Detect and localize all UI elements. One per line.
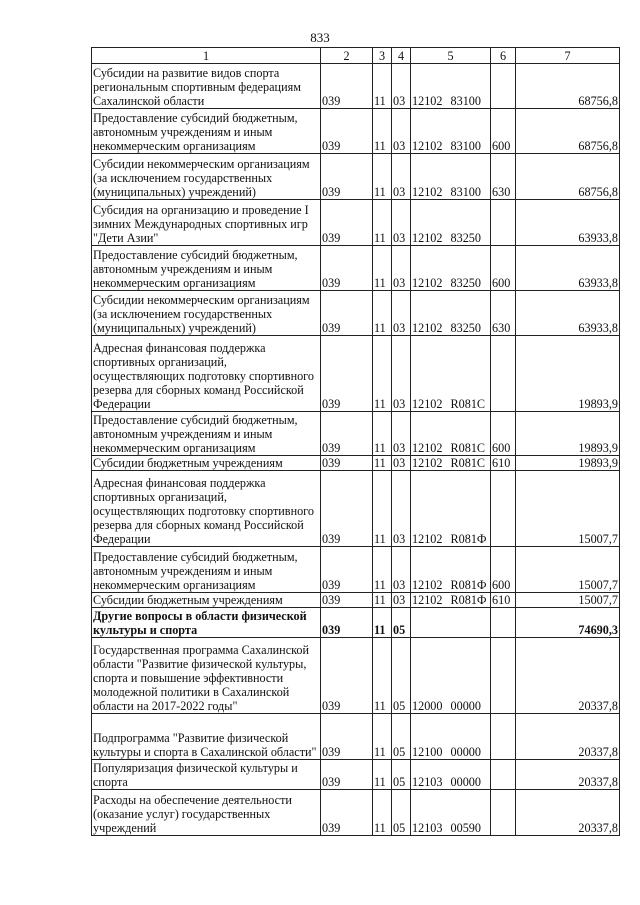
row-admin-code: 039 <box>321 714 373 760</box>
row-admin-code: 039 <box>321 291 373 336</box>
row-target-article: 12102 R081Ф <box>411 471 491 547</box>
row-expense-type <box>491 760 516 790</box>
row-expense-type <box>491 471 516 547</box>
row-subsection: 03 <box>392 246 411 291</box>
row-expense-type <box>491 790 516 836</box>
table-row <box>92 336 620 412</box>
row-section: 11 <box>373 109 392 154</box>
row-section: 11 <box>373 714 392 760</box>
table-row <box>92 200 620 246</box>
budget-table <box>91 47 620 836</box>
row-admin-code: 039 <box>321 593 373 608</box>
row-name: Предоставление субсидий бюджетным, автономным учреждениям и иным некоммерческим организациям <box>92 109 321 154</box>
row-subsection: 03 <box>392 471 411 547</box>
row-target-article: 12102 R081C <box>411 456 491 471</box>
header-col-6: 6 <box>491 48 516 64</box>
row-admin-code: 039 <box>321 760 373 790</box>
row-subsection: 03 <box>392 291 411 336</box>
row-subsection: 03 <box>392 64 411 109</box>
row-expense-type <box>491 714 516 760</box>
row-target-article: 12102 R081C <box>411 336 491 412</box>
header-col-5: 5 <box>411 48 491 64</box>
header-row <box>92 48 620 64</box>
row-target-article: 12102 83250 <box>411 246 491 291</box>
row-amount: 19893,9 <box>516 412 620 456</box>
table-row <box>92 109 620 154</box>
row-target-article: 12102 R081Ф <box>411 547 491 593</box>
row-section: 11 <box>373 200 392 246</box>
row-expense-type <box>491 608 516 638</box>
row-target-article: 12100 00000 <box>411 714 491 760</box>
row-section: 11 <box>373 336 392 412</box>
table-row <box>92 246 620 291</box>
row-admin-code: 039 <box>321 608 373 638</box>
row-admin-code: 039 <box>321 638 373 714</box>
table-row <box>92 412 620 456</box>
table-row <box>92 547 620 593</box>
row-name: Адресная финансовая поддержка спортивных организаций, осуществляющих подготовку спортивного резерва для сборных команд Российской Федерации <box>92 336 321 412</box>
row-name: Субсидия на организацию и проведение I зимних Международных спортивных игр "Дети Азии" <box>92 200 321 246</box>
row-subsection: 03 <box>392 200 411 246</box>
row-target-article: 12102 83100 <box>411 154 491 200</box>
row-name: Популяризация физической культуры и спорта <box>92 760 321 790</box>
row-amount: 63933,8 <box>516 246 620 291</box>
row-section: 11 <box>373 760 392 790</box>
table-row <box>92 714 620 760</box>
row-subsection: 03 <box>392 154 411 200</box>
row-expense-type: 600 <box>491 412 516 456</box>
row-amount: 20337,8 <box>516 638 620 714</box>
row-subsection: 05 <box>392 608 411 638</box>
table-body <box>92 64 620 836</box>
row-name: Подпрограмма "Развитие физической культуры и спорта в Сахалинской области" <box>92 714 321 760</box>
page-number: 833 <box>310 30 330 45</box>
table-row <box>92 638 620 714</box>
row-admin-code: 039 <box>321 64 373 109</box>
row-target-article: 12102 83250 <box>411 291 491 336</box>
row-target-article: 12102 83100 <box>411 64 491 109</box>
row-section: 11 <box>373 154 392 200</box>
row-subsection: 05 <box>392 638 411 714</box>
row-admin-code: 039 <box>321 471 373 547</box>
row-expense-type: 600 <box>491 109 516 154</box>
row-section: 11 <box>373 412 392 456</box>
row-amount: 19893,9 <box>516 456 620 471</box>
row-admin-code: 039 <box>321 790 373 836</box>
row-amount: 74690,3 <box>516 608 620 638</box>
table-row <box>92 291 620 336</box>
row-expense-type: 600 <box>491 246 516 291</box>
row-subsection: 05 <box>392 790 411 836</box>
row-section: 11 <box>373 64 392 109</box>
row-expense-type <box>491 200 516 246</box>
row-name: Предоставление субсидий бюджетным, автономным учреждениям и иным некоммерческим организациям <box>92 412 321 456</box>
row-name: Другие вопросы в области физической культуры и спорта <box>92 608 321 638</box>
row-admin-code: 039 <box>321 336 373 412</box>
row-subsection: 03 <box>392 109 411 154</box>
row-amount: 19893,9 <box>516 336 620 412</box>
row-amount: 15007,7 <box>516 471 620 547</box>
row-admin-code: 039 <box>321 109 373 154</box>
row-section: 11 <box>373 547 392 593</box>
row-target-article: 12102 83100 <box>411 109 491 154</box>
row-section: 11 <box>373 593 392 608</box>
row-amount: 68756,8 <box>516 64 620 109</box>
row-amount: 63933,8 <box>516 200 620 246</box>
table-row <box>92 760 620 790</box>
row-section: 11 <box>373 246 392 291</box>
row-expense-type: 610 <box>491 456 516 471</box>
row-admin-code: 039 <box>321 154 373 200</box>
row-expense-type: 610 <box>491 593 516 608</box>
row-name: Расходы на обеспечение деятельности (оказание услуг) государственных учреждений <box>92 790 321 836</box>
row-expense-type: 630 <box>491 154 516 200</box>
row-amount: 68756,8 <box>516 154 620 200</box>
row-target-article: 12102 R081Ф <box>411 593 491 608</box>
header-col-2: 2 <box>321 48 373 64</box>
row-name: Предоставление субсидий бюджетным, автономным учреждениям и иным некоммерческим организациям <box>92 547 321 593</box>
row-subsection: 03 <box>392 547 411 593</box>
row-target-article: 12103 00000 <box>411 760 491 790</box>
row-admin-code: 039 <box>321 456 373 471</box>
row-section: 11 <box>373 291 392 336</box>
row-section: 11 <box>373 456 392 471</box>
row-target-article: 12103 00590 <box>411 790 491 836</box>
row-amount: 20337,8 <box>516 760 620 790</box>
row-name: Субсидии на развитие видов спорта региональным спортивным федерациям Сахалинской области <box>92 64 321 109</box>
row-name: Предоставление субсидий бюджетным, автономным учреждениям и иным некоммерческим организациям <box>92 246 321 291</box>
row-target-article <box>411 608 491 638</box>
row-subsection: 05 <box>392 714 411 760</box>
header-col-1: 1 <box>92 48 321 64</box>
row-amount: 15007,7 <box>516 593 620 608</box>
row-subsection: 03 <box>392 456 411 471</box>
table-row <box>92 608 620 638</box>
header-col-4: 4 <box>392 48 411 64</box>
row-subsection: 03 <box>392 593 411 608</box>
row-amount: 15007,7 <box>516 547 620 593</box>
table-row <box>92 456 620 471</box>
header-col-3: 3 <box>373 48 392 64</box>
row-name: Субсидии некоммерческим организациям (за исключением государственных (муниципальных) учреждений) <box>92 154 321 200</box>
row-subsection: 05 <box>392 760 411 790</box>
row-amount: 20337,8 <box>516 790 620 836</box>
row-expense-type: 600 <box>491 547 516 593</box>
row-amount: 63933,8 <box>516 291 620 336</box>
table-row <box>92 154 620 200</box>
row-target-article: 12102 R081C <box>411 412 491 456</box>
row-name: Субсидии некоммерческим организациям (за исключением государственных (муниципальных) учреждений) <box>92 291 321 336</box>
row-expense-type <box>491 638 516 714</box>
row-amount: 68756,8 <box>516 109 620 154</box>
header-col-7: 7 <box>516 48 620 64</box>
row-name: Государственная программа Сахалинской области "Развитие физической культуры, спорта и повышение эффективности молодежной политики в Сахалинской области на 2017-2022 годы" <box>92 638 321 714</box>
table-row <box>92 593 620 608</box>
row-name: Адресная финансовая поддержка спортивных организаций, осуществляющих подготовку спортивного резерва для сборных команд Российской Федерации <box>92 471 321 547</box>
table-header <box>92 48 620 64</box>
row-subsection: 03 <box>392 412 411 456</box>
row-target-article: 12102 83250 <box>411 200 491 246</box>
row-admin-code: 039 <box>321 547 373 593</box>
table-row <box>92 64 620 109</box>
row-section: 11 <box>373 638 392 714</box>
row-section: 11 <box>373 471 392 547</box>
row-target-article: 12000 00000 <box>411 638 491 714</box>
row-section: 11 <box>373 790 392 836</box>
row-expense-type: 630 <box>491 291 516 336</box>
row-name: Субсидии бюджетным учреждениям <box>92 456 321 471</box>
row-admin-code: 039 <box>321 246 373 291</box>
row-expense-type <box>491 64 516 109</box>
table-row <box>92 471 620 547</box>
row-amount: 20337,8 <box>516 714 620 760</box>
row-expense-type <box>491 336 516 412</box>
row-subsection: 03 <box>392 336 411 412</box>
row-section: 11 <box>373 608 392 638</box>
row-name: Субсидии бюджетным учреждениям <box>92 593 321 608</box>
row-admin-code: 039 <box>321 412 373 456</box>
row-admin-code: 039 <box>321 200 373 246</box>
table-row <box>92 790 620 836</box>
